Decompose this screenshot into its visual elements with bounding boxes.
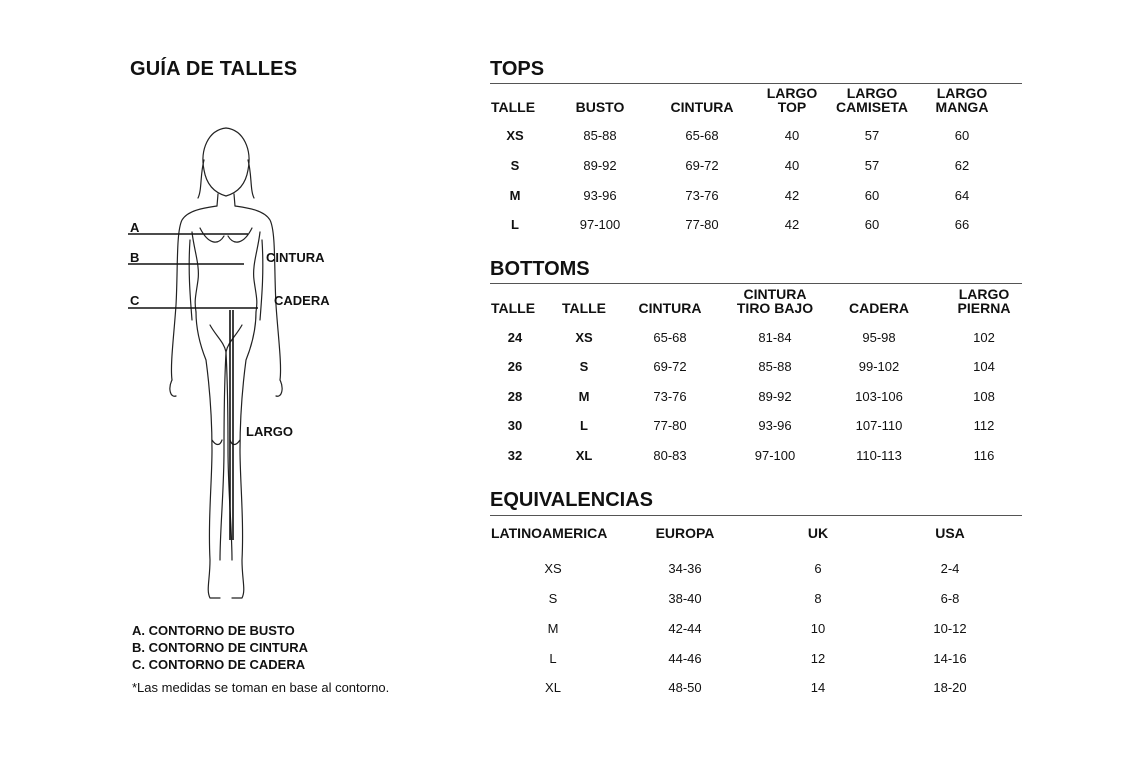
tops-header: TALLE [491,99,536,115]
equivalencias-header: LATINOAMERICA [491,525,608,541]
table-cell: 69-72 [685,158,719,173]
table-cell: 10-12 [933,621,967,636]
table-cell: 40 [784,158,800,173]
table-cell: 112 [973,418,995,433]
equivalencias-header: USA [935,525,965,541]
table-cell: XL [545,680,561,695]
equivalencias-header: UK [807,525,829,541]
label-a: A [130,220,140,235]
label-b: B [130,250,140,265]
tops-header: CINTURA [670,99,734,115]
bottoms-header: CINTURA [638,300,702,316]
table-cell: 102 [973,330,995,345]
table-cell: 104 [973,359,995,374]
table-cell: 97-100 [754,448,796,463]
table-cell: 95-98 [862,330,896,345]
table-cell: 80-83 [653,448,687,463]
table-cell: 42 [784,217,800,232]
bottoms-header: TALLE [491,300,536,316]
tops-header-line1: LARGO [846,85,898,101]
equivalencias-header: EUROPA [655,525,715,541]
table-cell: 107-110 [855,418,903,433]
table-cell: L [549,651,557,666]
page-title: GUÍA DE TALLES [130,58,298,80]
bottoms-header: TIRO BAJO [736,300,814,316]
table-cell: 14-16 [933,651,967,666]
table-cell: 24 [507,330,523,345]
legend-item-cintura: B. CONTORNO DE CINTURA [132,640,308,655]
table-cell: 93-96 [583,188,617,203]
legend-item-cadera: C. CONTORNO DE CADERA [132,657,306,672]
table-cell: 32 [507,448,523,463]
table-cell: 62 [954,158,970,173]
bottoms-divider [490,283,1022,284]
table-cell: 60 [954,128,970,143]
table-cell: 85-88 [758,359,792,374]
label-cadera: CADERA [274,293,330,308]
table-cell: 12 [810,651,826,666]
tops-header: TOP [777,99,807,115]
tops-title: TOPS [490,58,545,80]
table-cell: 89-92 [758,389,792,404]
table-cell: XS [544,561,562,576]
bottoms-header: PIERNA [957,300,1011,316]
table-cell: 110-113 [856,448,902,463]
body-measurement-figure [120,120,340,610]
table-cell: 10 [810,621,826,636]
table-cell: M [547,621,559,636]
table-cell: 14 [810,680,826,695]
table-cell: M [578,389,590,404]
bottoms-header: TALLE [561,300,607,316]
tops-header: MANGA [935,99,989,115]
table-cell: 48-50 [668,680,702,695]
table-cell: XL [575,448,593,463]
table-cell: 26 [507,359,523,374]
table-cell: 99-102 [858,359,900,374]
table-cell: 73-76 [653,389,687,404]
table-cell: 93-96 [758,418,792,433]
table-cell: 44-46 [668,651,702,666]
equivalencias-title: EQUIVALENCIAS [490,489,653,511]
tops-header: BUSTO [575,99,625,115]
table-cell: 108 [973,389,995,404]
table-cell: 34-36 [668,561,702,576]
tops-header: CAMISETA [835,99,909,115]
tops-header-line1: LARGO [766,85,818,101]
table-cell: 77-80 [685,217,719,232]
table-cell: 6 [814,561,822,576]
label-cintura: CINTURA [266,250,325,265]
table-cell: 60 [864,217,880,232]
label-largo: LARGO [246,424,293,439]
table-cell: 65-68 [685,128,719,143]
table-cell: 65-68 [653,330,687,345]
table-cell: L [511,217,519,232]
table-cell: S [510,158,520,173]
table-cell: 89-92 [583,158,617,173]
table-cell: 18-20 [933,680,967,695]
measurement-legend [132,622,308,673]
tops-header-line1: LARGO [936,85,988,101]
table-cell: 69-72 [653,359,687,374]
legend-item-busto: A. CONTORNO DE BUSTO [132,623,295,638]
bottoms-header: CADERA [849,300,909,316]
tops-divider [490,83,1022,84]
table-cell: 103-106 [855,389,903,404]
table-cell: 42 [784,188,800,203]
table-cell: 8 [814,591,822,606]
measurement-note: *Las medidas se toman en base al contorno. [132,680,390,695]
table-cell: 73-76 [685,188,719,203]
head-outline [203,128,249,196]
table-cell: 57 [864,128,880,143]
label-c: C [130,293,140,308]
bottoms-header-line1: CINTURA [743,286,807,302]
table-cell: 81-84 [758,330,792,345]
table-cell: 66 [954,217,970,232]
table-cell: 38-40 [668,591,702,606]
equivalencias-divider [490,515,1022,516]
table-cell: 30 [507,418,523,433]
table-cell: XS [506,128,524,143]
table-cell: 77-80 [653,418,687,433]
table-cell: 60 [864,188,880,203]
table-cell: 97-100 [579,217,621,232]
table-cell: 57 [864,158,880,173]
table-cell: 40 [784,128,800,143]
table-cell: S [548,591,558,606]
table-cell: S [579,359,589,374]
bottoms-title: BOTTOMS [490,258,590,280]
table-cell: 116 [973,448,995,463]
table-cell: 42-44 [668,621,702,636]
table-cell: L [580,418,588,433]
table-cell: XS [575,330,593,345]
table-cell: 2-4 [940,561,960,576]
bottoms-header-line1: LARGO [958,286,1010,302]
table-cell: 6-8 [940,591,960,606]
table-cell: M [509,188,521,203]
table-cell: 64 [954,188,970,203]
table-cell: 28 [507,389,523,404]
table-cell: 85-88 [583,128,617,143]
